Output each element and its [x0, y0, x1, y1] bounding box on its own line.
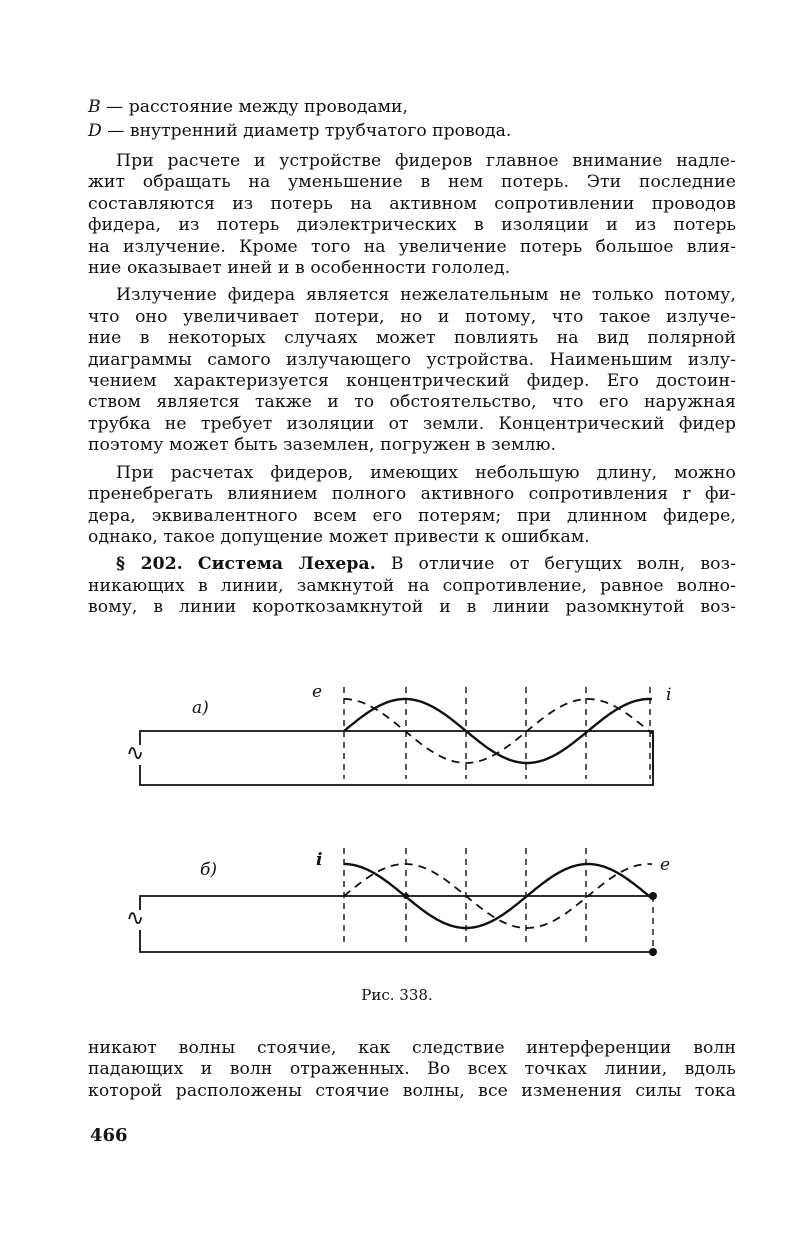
section-title: Система Лехера.	[197, 554, 376, 575]
text-line: трубка не требует изоляции от земли. Концентрический фидер	[88, 413, 736, 434]
text-line: диаграммы самого излучающего устройства. Наименьшим излу-	[88, 349, 736, 370]
text-line: жит обращать на уменьшение в нем потерь. Эти последние	[88, 172, 736, 193]
text-line: падающих и волн отраженных. Во всех точках линии, вдоль	[88, 1059, 736, 1080]
panel-label: б)	[200, 860, 218, 880]
lecher-diagram-open	[126, 675, 672, 795]
text-line: которой расположены стоячие волны, все изменения силы тока	[88, 1080, 736, 1101]
text-line: ние в некоторых случаях может повлиять на вид полярной	[88, 328, 736, 349]
section-heading-line	[88, 554, 736, 575]
text-line: вому, в линии короткозамкнутой и в линии разомкнутой воз-	[88, 597, 736, 618]
section-number: § 202.	[116, 554, 183, 575]
text-line: составляются из потерь на активном сопротивлении проводов	[88, 193, 736, 214]
figure-panel-a	[126, 675, 672, 795]
lower-wire	[140, 731, 653, 785]
definition-text: — расстояние между проводами,	[106, 97, 408, 117]
lecher-diagram-shorted	[126, 840, 671, 965]
short-point-lower	[649, 948, 657, 956]
section-lecher	[88, 554, 736, 618]
text-line: на излучение. Кроме того на увеличение потерь большое влия-	[88, 236, 736, 257]
text-line: однако, такое допущение может привести к ошибкам.	[88, 526, 590, 547]
text-line: ние оказывает иней и в особенности гололед.	[88, 258, 511, 279]
panel-label: а)	[192, 698, 209, 718]
paragraph-losses	[88, 151, 736, 279]
text-line: никают волны стоячие, как следствие интерференции волн	[88, 1038, 736, 1058]
symbol-b: B	[88, 97, 101, 117]
lower-wire	[140, 930, 653, 952]
text-line: Излучение фидера является нежелательным не только потому,	[116, 285, 736, 306]
ac-source-icon: ∿	[126, 906, 145, 931]
definition-text: — внутренний диаметр трубчатого провода.	[107, 121, 512, 141]
voltage-label: e	[312, 682, 323, 702]
figure-panel-b	[126, 840, 671, 965]
upper-wire	[140, 896, 653, 910]
text-line: чением характеризуется концентрический фидер. Его достоин-	[88, 371, 736, 392]
current-label: i	[666, 685, 672, 705]
current-label: i	[316, 850, 323, 870]
definition-d	[88, 119, 736, 143]
continuation-text	[88, 1038, 736, 1102]
definition-b	[88, 95, 736, 119]
voltage-label: e	[660, 855, 671, 875]
text-fragment: В отличие от бегущих волн, воз-	[390, 554, 736, 575]
text-line: дера, эквивалентного всем его потерям; при длинном фидере,	[88, 505, 736, 526]
paragraph-short-feeders	[88, 463, 736, 549]
figure-caption: Рис. 338.	[361, 986, 433, 1004]
text-line: При расчете и устройстве фидеров главное внимание надле-	[116, 151, 736, 171]
text-line: При расчетах фидеров, имеющих небольшую длину, можно	[116, 462, 736, 483]
paragraph-radiation	[88, 285, 736, 456]
page-number: 466	[90, 1125, 128, 1146]
text-line: пренебрегать влиянием полного активного сопротивления r фи-	[88, 484, 736, 505]
upper-wire	[140, 731, 653, 775]
text-line: никающих в линии, замкнутой на сопротивление, равное волно-	[88, 575, 736, 596]
text-line: поэтому может быть заземлен, погружен в землю.	[88, 435, 557, 456]
text-line: ством является также и то обстоятельство, что его наружная	[88, 392, 736, 413]
page-body	[88, 95, 736, 619]
text-line: что оно увеличивает потери, но и потому, что такое излуче-	[88, 306, 736, 327]
ac-source-icon: ∿	[126, 741, 145, 766]
text-line: фидера, из потерь диэлектрических в изоляции и из потерь	[88, 215, 736, 236]
symbol-d: D	[88, 121, 102, 141]
